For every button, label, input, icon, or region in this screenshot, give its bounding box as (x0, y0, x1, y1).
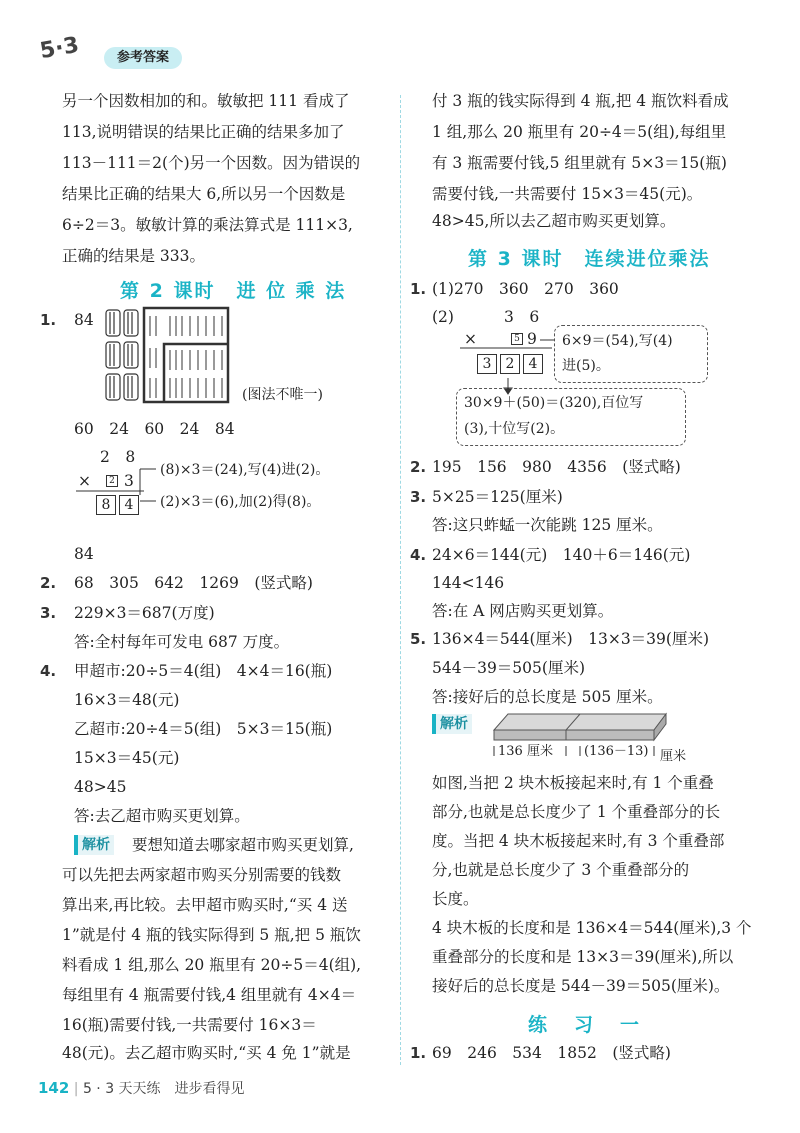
answer-text: 68 305 642 1269 (竖式略) (74, 574, 313, 592)
multiplier: 3 (124, 472, 134, 490)
text-line: 6÷2＝3。敏敏计算的乘法算式是 111×3, (62, 216, 353, 234)
multiplicand: 2 8 (100, 448, 136, 466)
analysis-text: 分,也就是总长度少了 3 个重叠部分的 (432, 861, 690, 879)
analysis-label: 解析 (74, 835, 114, 855)
analysis-text: 16(瓶)需要付钱,一共需要付 16×3＝ (62, 1016, 317, 1034)
carry-box: 5 (511, 333, 523, 345)
page-footer: 142 | 5 · 3 天天练 进步看得见 (38, 1079, 245, 1097)
answer-text: 甲超市:20÷5＝4(组) 4×4＝16(瓶) (74, 662, 333, 680)
answer-text: 48>45 (74, 778, 127, 796)
times-sign: × (464, 330, 477, 348)
answer-text: 16×3＝48(元) (74, 691, 180, 709)
result-digit: 4 (523, 354, 543, 374)
analysis-text: 每组里有 4 瓶需要付钱,4 组里就有 4×4＝ (62, 986, 357, 1004)
answer-text: 84 (74, 311, 94, 329)
answer-text: 乙超市:20÷4＝5(组) 5×3＝15(瓶) (74, 720, 333, 738)
question-number: 2. (40, 574, 57, 592)
analysis-text: 重叠部分的长度和是 13×3＝39(厘米),所以 (432, 948, 734, 966)
question-number: 4. (410, 546, 427, 564)
calc-note: (3),十位写(2)。 (464, 421, 565, 437)
answer-text: 答:在 A 网店购买更划算。 (432, 602, 614, 620)
answer-text: 69 246 534 1852 (竖式略) (432, 1044, 671, 1062)
calc-note: 30×9＋(50)＝(320),百位写 (464, 395, 644, 411)
calc-note: (2)×3＝(6),加(2)得(8)。 (160, 494, 321, 510)
result-digit: 8 (96, 495, 116, 515)
result-digit: 2 (500, 354, 520, 374)
question-number: 2. (410, 458, 427, 476)
section-title-lesson3: 第 3 课时 连续进位乘法 (468, 248, 711, 270)
section-title-practice: 练 习 一 (528, 1014, 644, 1036)
answer-text: 60 24 60 24 84 (74, 420, 235, 438)
text-line: 另一个因数相加的和。敏敏把 111 看成了 (62, 92, 350, 110)
analysis-label: 解析 (432, 714, 472, 734)
carry-box: 2 (106, 475, 118, 487)
board-length-unit: 厘米 (660, 749, 687, 764)
answer-text: 544－39＝505(厘米) (432, 659, 585, 677)
answer-text: (2) (432, 308, 454, 326)
analysis-text: 48(元)。去乙超市购买时,“买 4 免 1”就是 (62, 1044, 351, 1062)
footer-slogan: 5 · 3 天天练 进步看得见 (82, 1081, 245, 1097)
board-length-label: 136 厘米 (498, 744, 553, 759)
multiplicand: 3 6 (504, 308, 540, 326)
text-line: 113－111＝2(个)另一个因数。因为错误的 (62, 154, 361, 172)
text-line: 需要付钱,一共需要付 15×3＝45(元)。 (432, 185, 703, 203)
column-divider (400, 95, 401, 1065)
analysis-text: 4 块木板的长度和是 136×4＝544(厘米),3 个 (432, 919, 752, 937)
multiplier: 9 (527, 330, 537, 348)
answer-text: (1)270 360 270 360 (432, 280, 619, 298)
board-length-label: (136－13) (584, 744, 649, 759)
answer-text: 195 156 980 4356 (竖式略) (432, 458, 681, 476)
analysis-text: 度。当把 4 块木板接起来时,有 3 个重叠部 (432, 832, 725, 850)
text-line: 正确的结果是 333。 (62, 247, 206, 265)
analysis-text: 长度。 (432, 890, 479, 908)
answer-text: 136×4＝544(厘米) 13×3＝39(厘米) (432, 630, 710, 648)
answer-key-badge: 参考答案 (104, 47, 182, 69)
answer-text: 答:这只蚱蜢一次能跳 125 厘米。 (432, 516, 663, 534)
brand-logo: 5·3 (38, 32, 81, 65)
text-line: 113,说明错误的结果比正确的结果多加了 (62, 123, 345, 141)
analysis-text: 料看成 1 组,那么 20 瓶里有 20÷5＝4(组), (62, 956, 362, 974)
text-line: 有 3 瓶需要付钱,5 组里就有 5×3＝15(瓶) (432, 154, 727, 172)
times-sign: × (78, 472, 91, 490)
answer-text: 答:接好后的总长度是 505 厘米。 (432, 688, 663, 706)
diagram-note: (图法不唯一) (242, 387, 323, 403)
answer-text: 15×3＝45(元) (74, 749, 180, 767)
question-number: 4. (40, 662, 57, 680)
answer-text: 24×6＝144(元) 140＋6＝146(元) (432, 546, 691, 564)
answer-text: 答:去乙超市购买更划算。 (74, 807, 250, 825)
calc-note: (8)×3＝(24),写(4)进(2)。 (160, 462, 330, 478)
answer-text: 5×25＝125(厘米) (432, 488, 563, 506)
analysis-text: 1”就是付 4 瓶的钱实际得到 5 瓶,把 5 瓶饮 (62, 926, 361, 944)
text-line: 结果比正确的结果大 6,所以另一个因数是 (62, 185, 346, 203)
analysis-text: 接好后的总长度是 544－39＝505(厘米)。 (432, 977, 730, 995)
section-title-lesson2: 第 2 课时 进 位 乘 法 (120, 280, 347, 302)
question-number: 5. (410, 630, 427, 648)
analysis-text: 要想知道去哪家超市购买更划算, (132, 836, 354, 854)
answer-text: 144<146 (432, 574, 505, 592)
question-number: 3. (410, 488, 427, 506)
text-line: 48>45,所以去乙超市购买更划算。 (432, 212, 676, 230)
result-digit: 4 (119, 495, 139, 515)
sticks-bundle-diagram (104, 306, 234, 406)
calc-note: 6×9＝(54),写(4) (562, 333, 673, 349)
analysis-text: 算出来,再比较。去甲超市购买时,“买 4 送 (62, 896, 348, 914)
question-number: 1. (410, 280, 427, 298)
question-number: 1. (410, 1044, 427, 1062)
result-digit: 3 (477, 354, 497, 374)
text-line: 付 3 瓶的钱实际得到 4 瓶,把 4 瓶饮料看成 (432, 92, 729, 110)
question-number: 1. (40, 311, 57, 329)
text-line: 1 组,那么 20 瓶里有 20÷4＝5(组),每组里 (432, 123, 727, 141)
answer-text: 84 (74, 545, 94, 563)
question-number: 3. (40, 604, 57, 622)
analysis-text: 部分,也就是总长度少了 1 个重叠部分的长 (432, 803, 721, 821)
analysis-text: 可以先把去两家超市购买分别需要的钱数 (62, 866, 342, 884)
analysis-text: 如图,当把 2 块木板接起来时,有 1 个重叠 (432, 774, 714, 792)
answer-text: 229×3＝687(万度) (74, 604, 215, 622)
page-number: 142 (38, 1079, 70, 1097)
calc-note: 进(5)。 (562, 358, 610, 374)
answer-text: 答:全村每年可发电 687 万度。 (74, 633, 290, 651)
